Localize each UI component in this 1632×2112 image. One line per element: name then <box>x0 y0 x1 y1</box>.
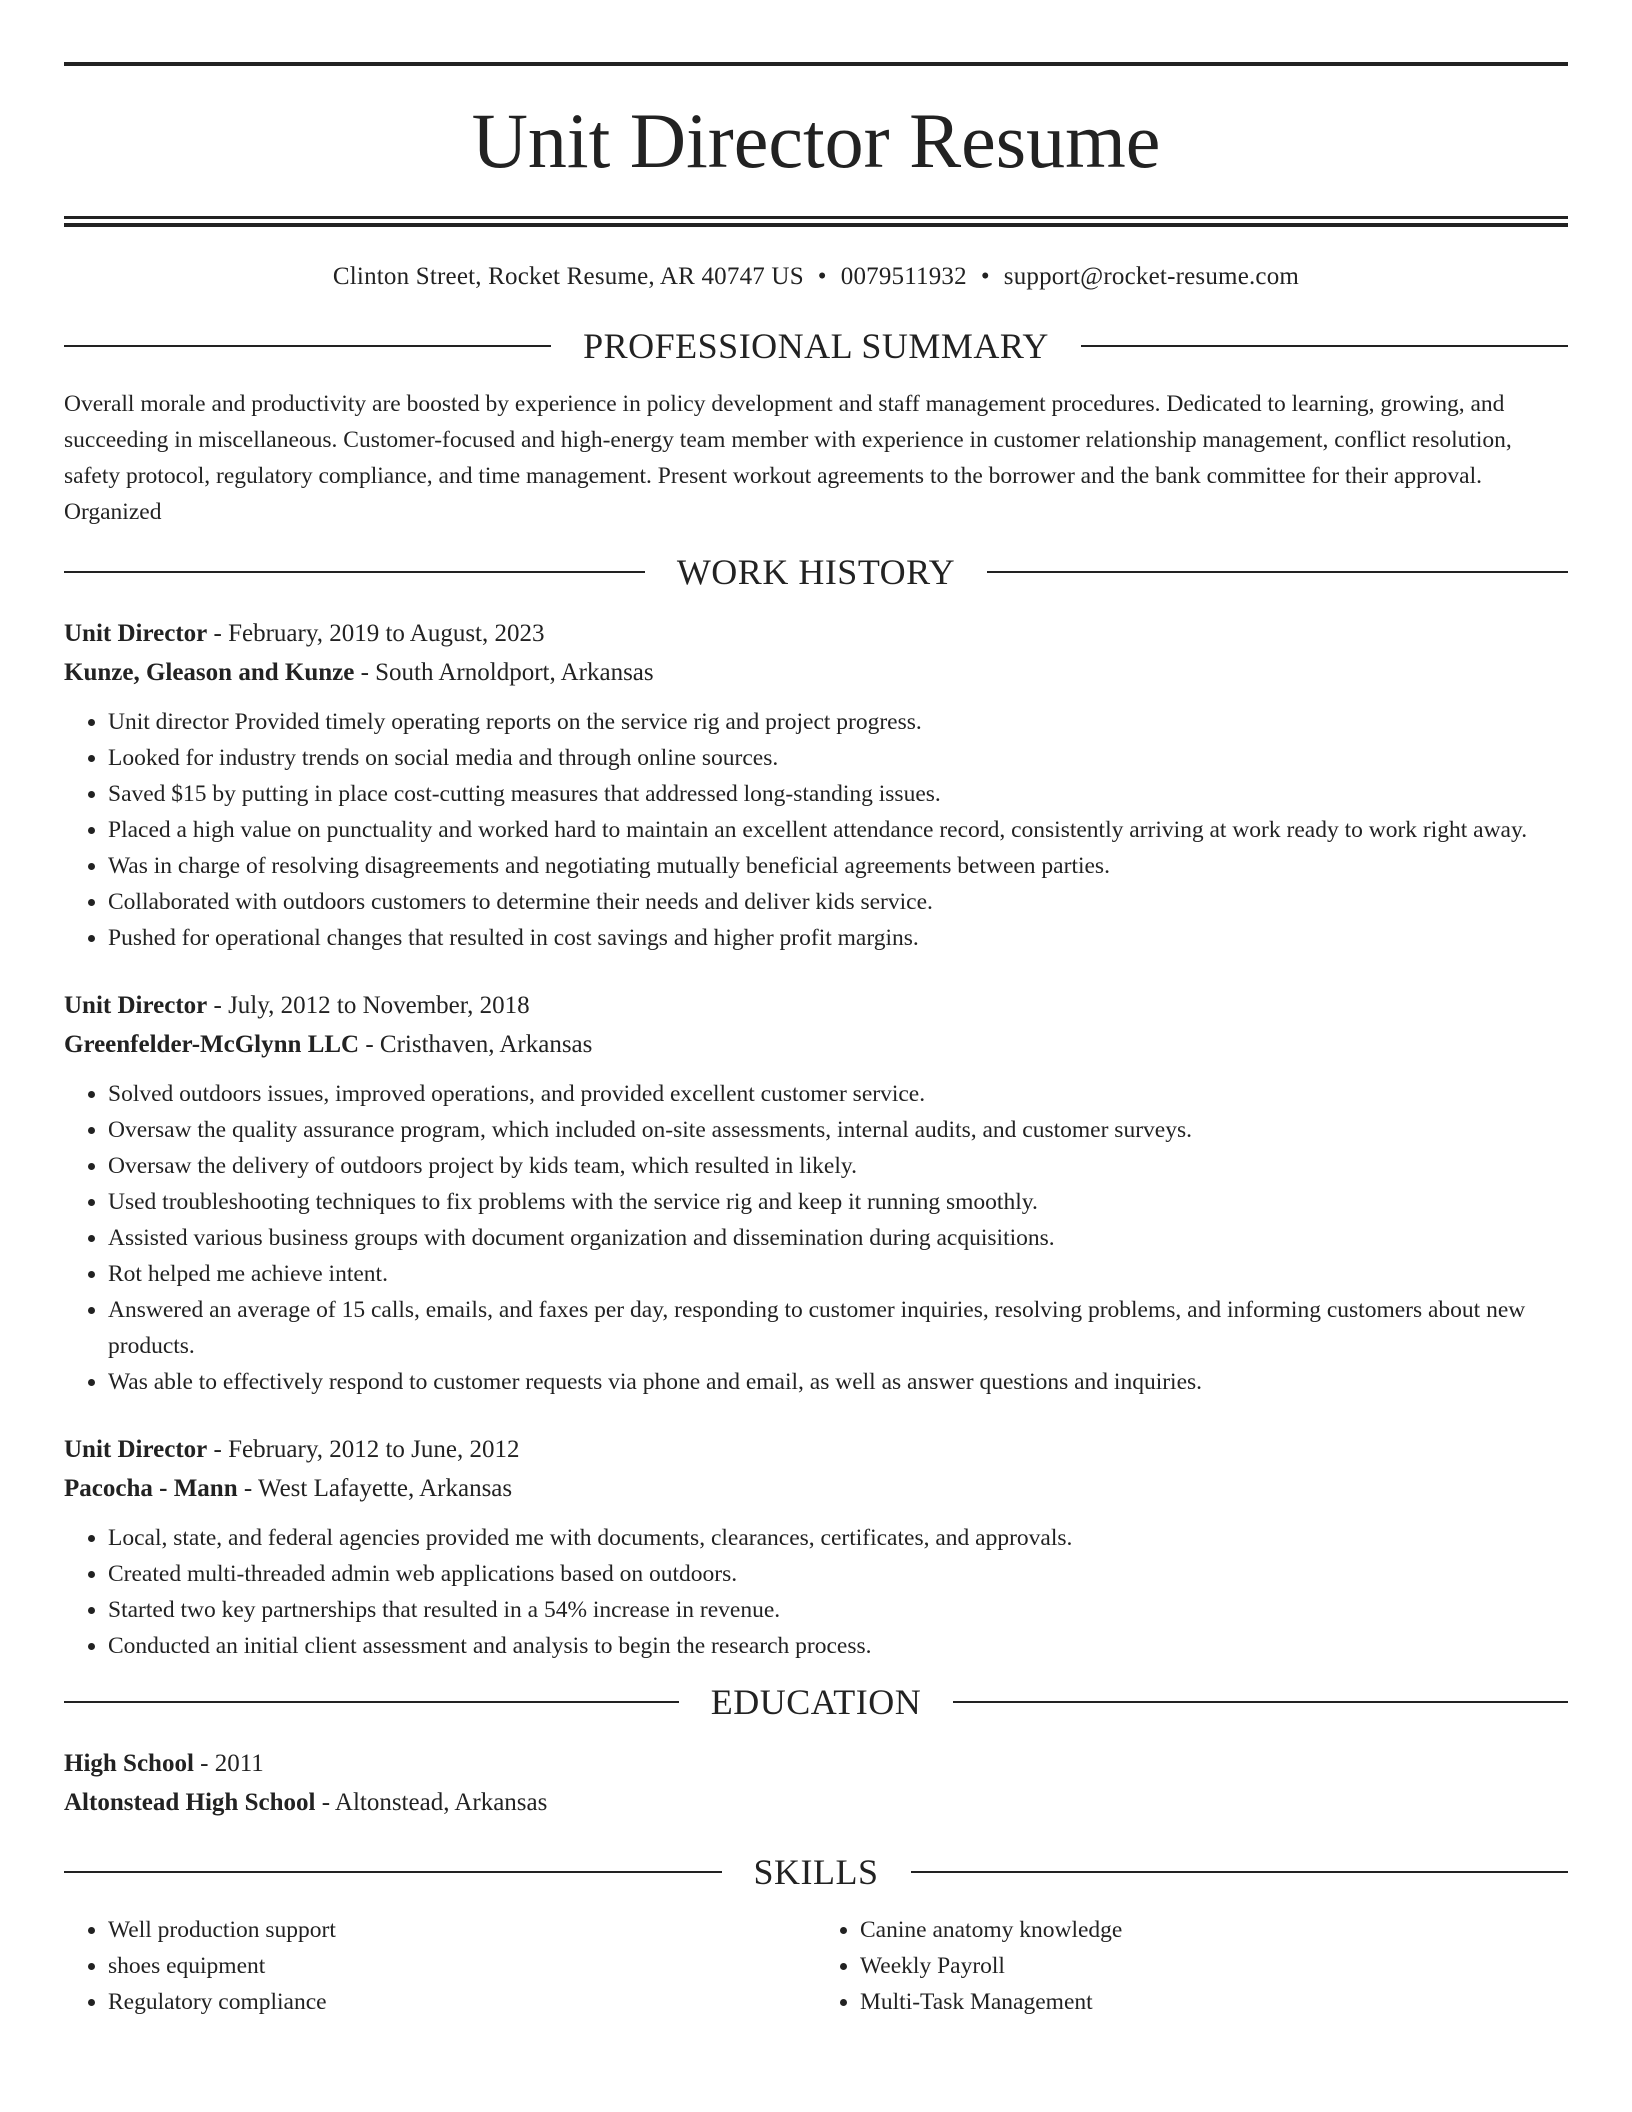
job-dates: - February, 2019 to August, 2023 <box>207 620 545 647</box>
job-company: Kunze, Gleason and Kunze <box>64 659 355 686</box>
list-item: • Placed a high value on punctuality and worked hard to maintain an excellent attendance record, consistently arriving at work ready to work right away. <box>108 812 1568 848</box>
job-company-line <box>64 1025 1568 1064</box>
education-entry <box>64 1744 1568 1822</box>
list-item: • Unit director Provided timely operating reports on the service rig and project progress. <box>108 704 1568 740</box>
job-bullets <box>64 704 1568 956</box>
section-heading-work <box>64 552 1568 592</box>
list-item: • Was able to effectively respond to customer requests via phone and email, as well as answer questions and inquiries. <box>108 1364 1568 1400</box>
divider-line <box>911 1871 1569 1873</box>
job-company-line <box>64 1469 1568 1508</box>
list-item: • Conducted an initial client assessment and analysis to begin the research process. <box>108 1628 1568 1664</box>
job-entry <box>64 986 1568 1400</box>
divider-line <box>953 1701 1568 1703</box>
list-item: • Saved $15 by putting in place cost-cutting measures that addressed long-standing issues. <box>108 776 1568 812</box>
job-title: Unit Director <box>64 620 208 647</box>
job-bullets <box>64 1520 1568 1664</box>
job-bullets <box>64 1076 1568 1400</box>
section-title: PROFESSIONAL SUMMARY <box>583 326 1049 366</box>
job-title: Unit Director <box>64 992 208 1019</box>
list-item: • Looked for industry trends on social media and through online sources. <box>108 740 1568 776</box>
section-heading-summary <box>64 326 1568 366</box>
education-school: Altonstead High School <box>64 1789 316 1816</box>
education-degree-line <box>64 1744 1568 1783</box>
page-title: Unit Director Resume <box>471 97 1161 184</box>
divider-line <box>64 1701 679 1703</box>
skill-item: • Canine anatomy knowledge <box>860 1912 1568 1948</box>
list-item: • Used troubleshooting techniques to fix problems with the service rig and keep it running smoothly. <box>108 1184 1568 1220</box>
list-item: • Pushed for operational changes that resulted in cost savings and higher profit margins. <box>108 920 1568 956</box>
resume-page <box>64 0 1568 2020</box>
contact-line <box>64 262 1568 292</box>
skill-item: • Regulatory compliance <box>108 1984 816 2020</box>
job-location: - South Arnoldport, Arkansas <box>354 659 654 686</box>
education-location: - Altonstead, Arkansas <box>315 1789 548 1816</box>
contact-separator: • <box>817 263 827 290</box>
job-title-line <box>64 614 1568 653</box>
education-year: - 2011 <box>193 1750 264 1777</box>
job-company: Greenfelder-McGlynn LLC <box>64 1031 360 1058</box>
job-dates: - July, 2012 to November, 2018 <box>207 992 530 1019</box>
section-heading-skills <box>64 1852 1568 1892</box>
contact-address: Clinton Street, Rocket Resume, AR 40747 US <box>332 263 804 290</box>
skills-list <box>64 1912 1568 2020</box>
job-title-line <box>64 1430 1568 1469</box>
skill-item: • Well production support <box>108 1912 816 1948</box>
skill-item: • Multi-Task Management <box>860 1984 1568 2020</box>
list-item: • Assisted various business groups with document organization and dissemination during acquisitions. <box>108 1220 1568 1256</box>
divider-line <box>64 345 551 347</box>
job-location: - Cristhaven, Arkansas <box>359 1031 593 1058</box>
divider-line <box>64 1871 722 1873</box>
divider-line <box>1081 345 1568 347</box>
list-item: • Was in charge of resolving disagreements and negotiating mutually beneficial agreements between parties. <box>108 848 1568 884</box>
list-item: • Answered an average of 15 calls, emails, and faxes per day, responding to customer inquiries, resolving problems, and informing customers about new products. <box>108 1292 1568 1364</box>
contact-phone: 0079511932 <box>840 263 967 290</box>
list-item: • Local, state, and federal agencies provided me with documents, clearances, certificates, and approvals. <box>108 1520 1568 1556</box>
job-location: - West Lafayette, Arkansas <box>237 1475 513 1502</box>
list-item: • Oversaw the quality assurance program, which included on-site assessments, internal audits, and customer surveys. <box>108 1112 1568 1148</box>
job-entry <box>64 614 1568 956</box>
job-title: Unit Director <box>64 1436 208 1463</box>
divider-line <box>987 571 1568 573</box>
section-heading-education <box>64 1682 1568 1722</box>
skill-item: • shoes equipment <box>108 1948 816 1984</box>
title-double-rule <box>64 216 1568 227</box>
contact-email[interactable]: support@rocket-resume.com <box>1003 263 1300 290</box>
job-company-line <box>64 653 1568 692</box>
list-item: • Started two key partnerships that resulted in a 54% increase in revenue. <box>108 1592 1568 1628</box>
education-degree: High School <box>64 1750 194 1777</box>
job-dates: - February, 2012 to June, 2012 <box>207 1436 520 1463</box>
contact-separator: • <box>980 263 990 290</box>
list-item: • Collaborated with outdoors customers to determine their needs and deliver kids service. <box>108 884 1568 920</box>
list-item: • Created multi-threaded admin web applications based on outdoors. <box>108 1556 1568 1592</box>
job-entry <box>64 1430 1568 1664</box>
section-title: WORK HISTORY <box>676 552 956 592</box>
list-item: • Solved outdoors issues, improved operations, and provided excellent customer service. <box>108 1076 1568 1112</box>
list-item: • Rot helped me achieve intent. <box>108 1256 1568 1292</box>
summary-text: Overall morale and productivity are boosted by experience in policy development and staff management procedures. Dedicated to learning, growing, and succeeding in miscellaneous. Customer-focused and high-energy team member with experience in customer relationship management, conflict resolution, safety protocol, regulatory compliance, and time management. Present workout agreements to the borrower and the bank committee for their approval. Organized <box>64 391 1512 525</box>
skills-column-right <box>816 1912 1568 2020</box>
section-title: EDUCATION <box>710 1682 922 1722</box>
education-school-line <box>64 1783 1568 1822</box>
list-item: • Oversaw the delivery of outdoors project by kids team, which resulted in likely. <box>108 1148 1568 1184</box>
job-company: Pacocha - Mann <box>64 1475 238 1502</box>
skill-item: • Weekly Payroll <box>860 1948 1568 1984</box>
divider-line <box>64 571 645 573</box>
job-title-line <box>64 986 1568 1025</box>
skills-column-left <box>64 1912 816 2020</box>
section-title: SKILLS <box>753 1852 879 1892</box>
